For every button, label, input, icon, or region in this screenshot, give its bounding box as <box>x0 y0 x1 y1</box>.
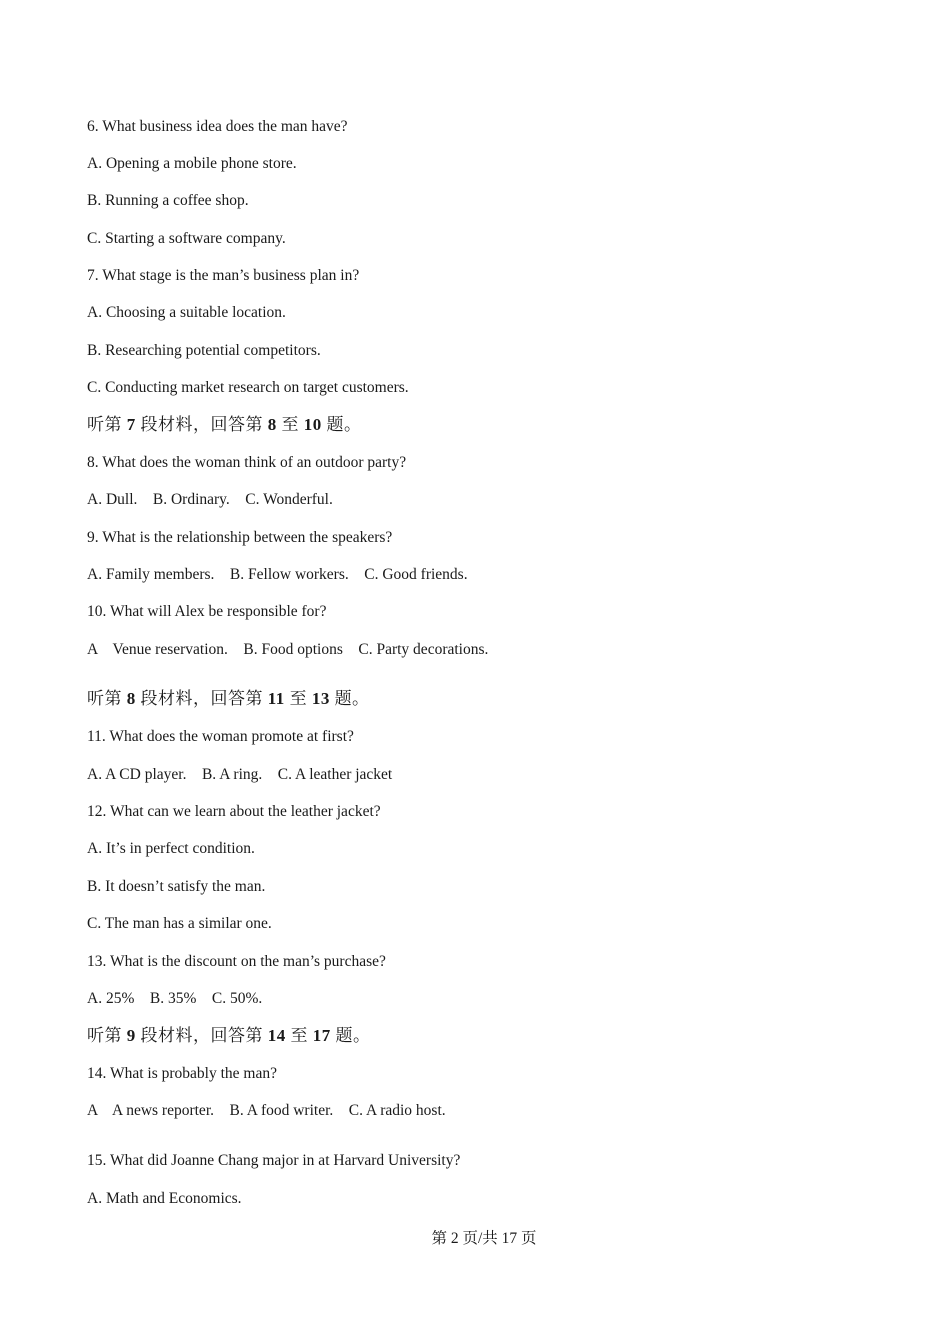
question-11-stem: 11. What does the woman promote at first? <box>87 728 354 745</box>
question-14-stem: 14. What is probably the man? <box>87 1065 277 1082</box>
question-6-option-b: B. Running a coffee shop. <box>87 192 249 209</box>
question-10-options: A Venue reservation. B. Food options C. Party decorations. <box>87 641 489 658</box>
question-6-option-c: C. Starting a software company. <box>87 230 286 247</box>
section-heading-text: 段材料，回答第 <box>135 415 268 434</box>
question-range-end: 17 <box>312 1026 331 1045</box>
section-heading-text: 题。 <box>329 689 370 708</box>
question-6-option-a: A. Opening a mobile phone store. <box>87 155 297 172</box>
question-13-stem: 13. What is the discount on the man’s purchase? <box>87 953 386 970</box>
section-number: 9 <box>126 1026 136 1045</box>
question-range-start: 11 <box>267 689 285 708</box>
section-heading-text: 至 <box>284 689 312 708</box>
question-12-option-b: B. It doesn’t satisfy the man. <box>87 878 266 895</box>
question-7-option-a: A. Choosing a suitable location. <box>87 304 286 321</box>
question-9-options: A. Family members. B. Fellow workers. C. Good friends. <box>87 566 468 583</box>
section-heading-text: 至 <box>276 415 304 434</box>
question-range-end: 13 <box>311 689 330 708</box>
question-6-stem: 6. What business idea does the man have? <box>87 118 348 135</box>
question-13-options: A. 25% B. 35% C. 50%. <box>87 990 263 1007</box>
question-12-option-c: C. The man has a similar one. <box>87 915 272 932</box>
section-heading-text: 听第 <box>87 415 127 434</box>
question-7-option-c: C. Conducting market research on target customers. <box>87 379 409 396</box>
question-10-stem: 10. What will Alex be responsible for? <box>87 603 327 620</box>
section-heading-text: 至 <box>285 1026 313 1045</box>
question-11-options: A. A CD player. B. A ring. C. A leather jacket <box>87 766 393 783</box>
question-range-start: 14 <box>267 1026 286 1045</box>
section-number: 7 <box>126 415 136 434</box>
section-heading-text: 题。 <box>321 415 362 434</box>
question-9-stem: 9. What is the relationship between the speakers? <box>87 529 393 546</box>
section-number: 8 <box>126 689 136 708</box>
question-14-options: A A news reporter. B. A food writer. C. A radio host. <box>87 1102 446 1119</box>
question-8-stem: 8. What does the woman think of an outdoor party? <box>87 454 407 471</box>
section-heading-text: 题。 <box>330 1026 371 1045</box>
section-heading-text: 段材料，回答第 <box>135 689 268 708</box>
section-heading-text: 听第 <box>87 689 127 708</box>
question-12-option-a: A. It’s in perfect condition. <box>87 840 255 857</box>
question-range-end: 10 <box>303 415 322 434</box>
question-15-stem: 15. What did Joanne Chang major in at Harvard University? <box>87 1152 461 1169</box>
question-7-option-b: B. Researching potential competitors. <box>87 342 321 359</box>
section-heading-7 <box>87 415 362 435</box>
section-heading-8 <box>87 689 370 709</box>
question-15-option-a: A. Math and Economics. <box>87 1190 242 1207</box>
section-heading-text: 段材料，回答第 <box>135 1026 268 1045</box>
page-footer: 第 2 页/共 17 页 <box>431 1230 537 1247</box>
question-12-stem: 12. What can we learn about the leather jacket? <box>87 803 381 820</box>
section-heading-text: 听第 <box>87 1026 127 1045</box>
question-range-start: 8 <box>267 415 277 434</box>
section-heading-9 <box>87 1026 371 1046</box>
question-7-stem: 7. What stage is the man’s business plan in? <box>87 267 360 284</box>
question-8-options: A. Dull. B. Ordinary. C. Wonderful. <box>87 491 333 508</box>
